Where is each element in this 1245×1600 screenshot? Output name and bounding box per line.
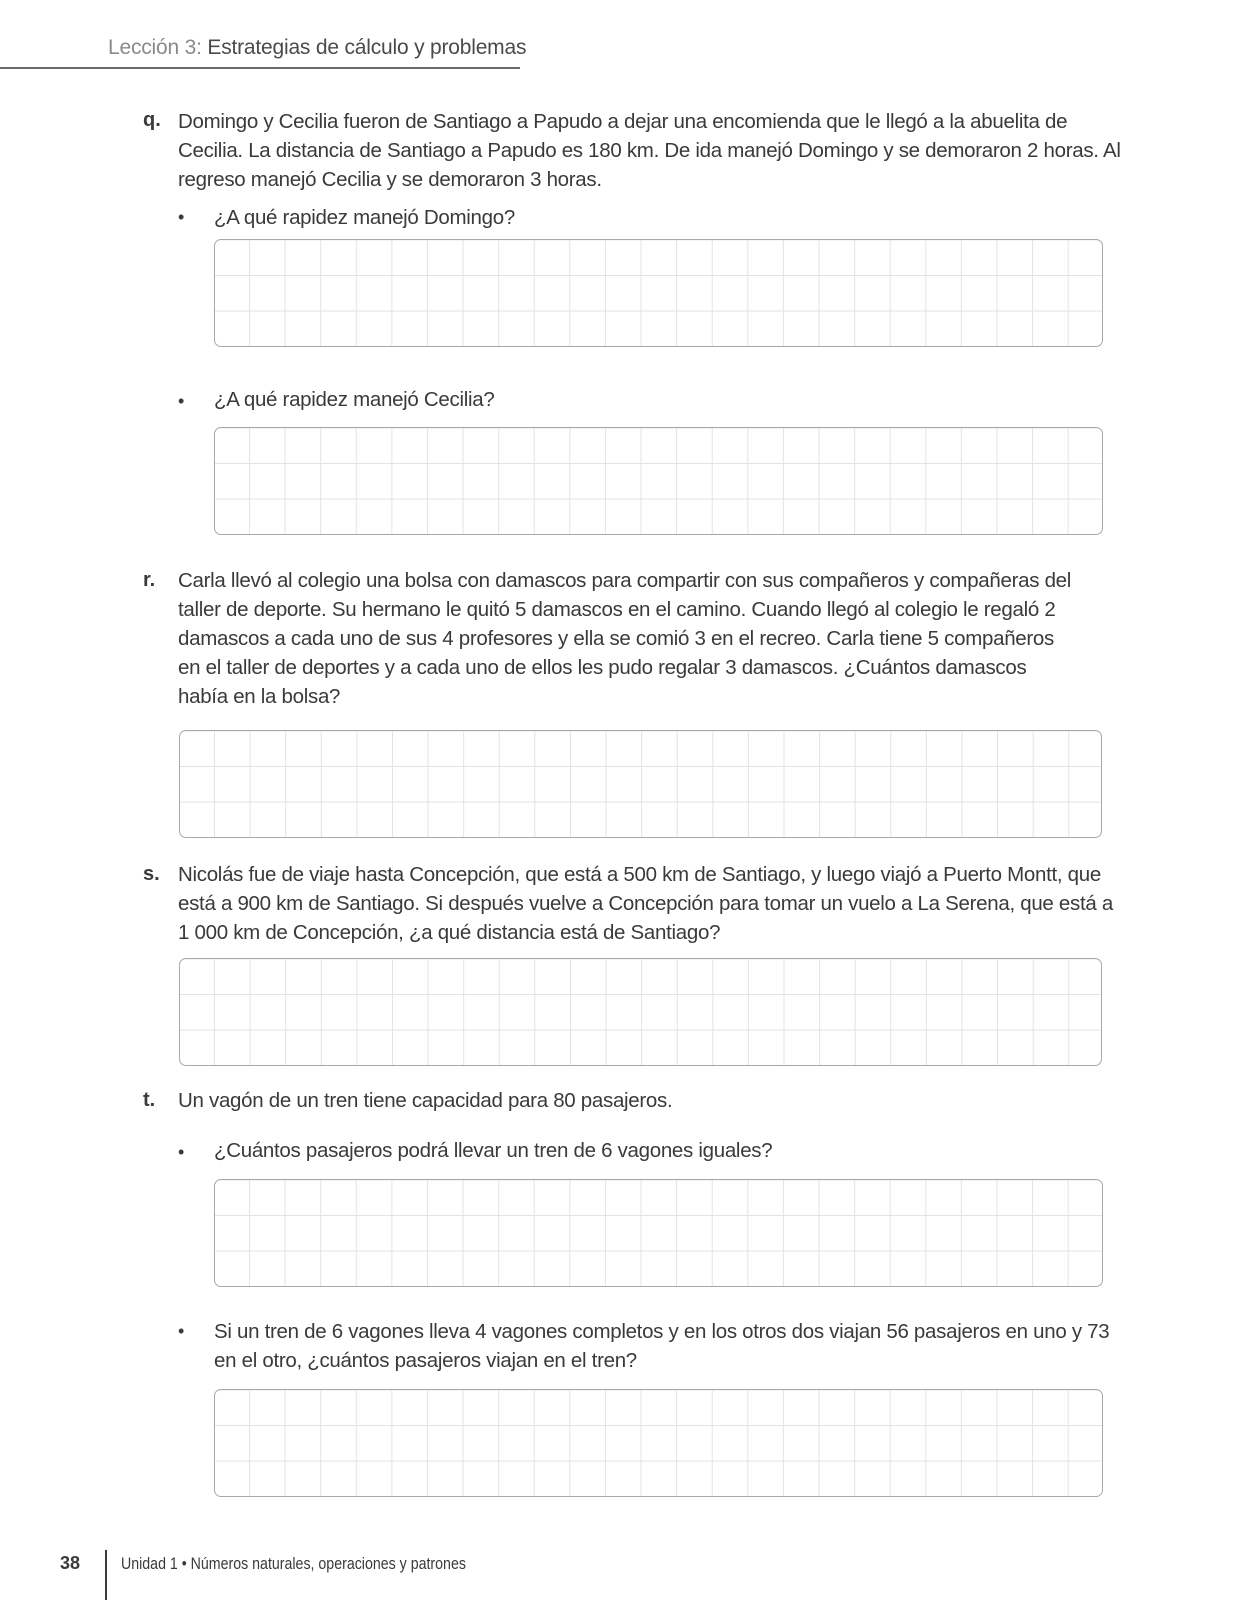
footer-rule — [105, 1550, 107, 1600]
page-header — [108, 36, 526, 60]
question-q1-text: ¿A qué rapidez manejó Domingo? — [214, 206, 515, 229]
problem-t-label: t. — [143, 1089, 156, 1111]
problem-q-text: Domingo y Cecilia fueron de Santiago a Papudo a dejar una encomienda que le llegó a la abuelita de Cecilia. La distancia de Santiago a Papudo es 180 km. De ida manejó Domingo y se demoraron 2 horas. Al regreso manejó Cecilia y se demoraron 3 horas. — [178, 110, 1121, 191]
footer-unit-text: Unidad 1 • Números naturales, operaciones y patrones — [121, 1555, 466, 1573]
header-separator: : — [196, 36, 202, 59]
page-number: 38 — [60, 1553, 81, 1573]
bullet-t2: • — [178, 1321, 185, 1341]
problem-s-text: Nicolás fue de viaje hasta Concepción, que está a 500 km de Santiago, y luego viajó a Puerto Montt, que está a 900 km de Santiago. Si después vuelve a Concepción para tomar un vuelo a La Serena, que está a 1 000 km de Concepción, ¿a qué distancia está de Santiago? — [178, 863, 1113, 944]
bullet-t1: • — [178, 1142, 185, 1162]
lesson-number: Lección 3 — [108, 36, 197, 59]
problem-q-label: q. — [143, 109, 161, 131]
problem-r-text: Carla llevó al colegio una bolsa con damascos para compartir con sus compañeros y compañeras del taller de deporte. Su hermano le quitó 5 damascos en el camino. Cuando llegó al colegio le regaló 2 damascos a cada uno de sus 4 profesores y ella se comió 3 en el recreo. Carla tiene 5 compañeros en el taller de deportes y a cada uno de ellos les pudo regalar 3 damascos. ¿Cuántos damascos había en la bolsa? — [178, 569, 1072, 708]
problem-r-label: r. — [143, 569, 156, 591]
question-q2-text: ¿A qué rapidez manejó Cecilia? — [214, 388, 495, 411]
bullet-q1: • — [178, 207, 185, 227]
question-t2-text: Si un tren de 6 vagones lleva 4 vagones completos y en los otros dos viajan 56 pasajeros en uno y 73 en el otro, ¿cuántos pasajeros viajan en el tren? — [214, 1320, 1110, 1372]
answer-grid-s[interactable] — [179, 958, 1102, 1066]
answer-grid-t1[interactable] — [214, 1179, 1103, 1287]
answer-grid-q1[interactable] — [214, 239, 1103, 347]
bullet-q2: • — [178, 391, 185, 411]
problem-t-text: Un vagón de un tren tiene capacidad para 80 pasajeros. — [178, 1089, 673, 1112]
question-t1-text: ¿Cuántos pasajeros podrá llevar un tren de 6 vagones iguales? — [214, 1139, 773, 1162]
answer-grid-q2[interactable] — [214, 427, 1103, 535]
lesson-topic: Estrategias de cálculo y problemas — [201, 36, 527, 59]
problem-s-label: s. — [143, 863, 160, 885]
answer-grid-r[interactable] — [179, 730, 1102, 838]
header-rule — [0, 67, 520, 69]
answer-grid-t2[interactable] — [214, 1389, 1103, 1497]
